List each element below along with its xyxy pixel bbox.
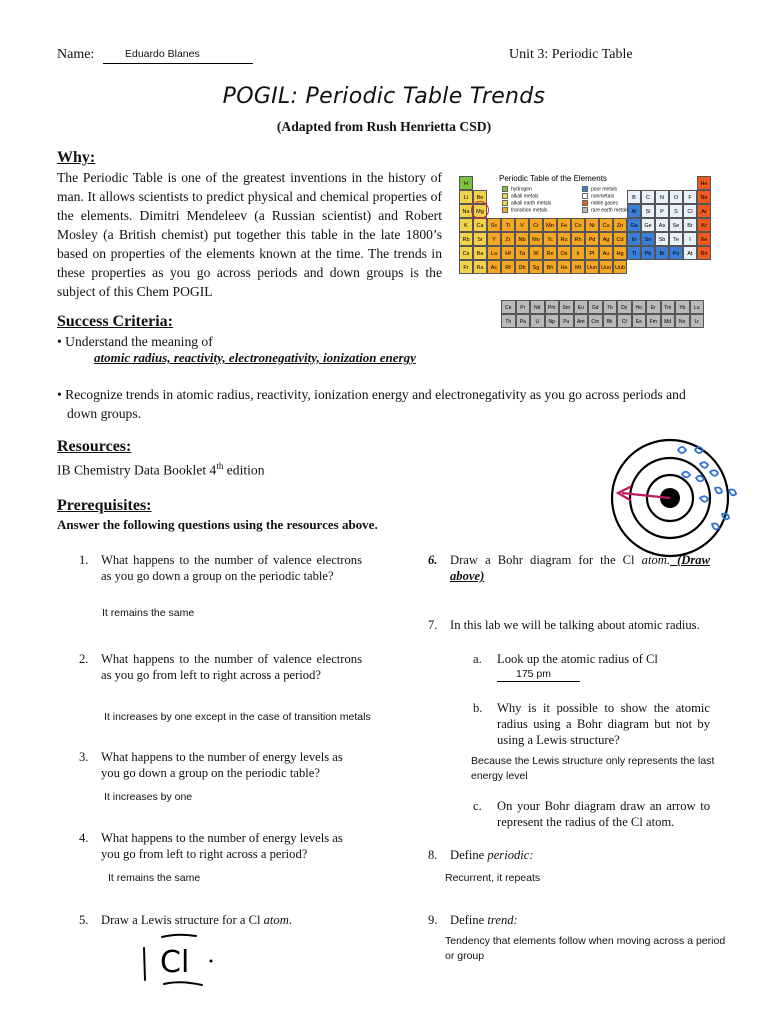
question-number: 7. [428, 618, 438, 632]
element-tc: Tc [543, 232, 557, 246]
question-number: 9. [428, 913, 438, 927]
question-5 [79, 912, 362, 928]
element-pb: Pb [641, 246, 655, 260]
legend-item [502, 207, 547, 213]
element-si: Si [641, 204, 655, 218]
element-y: Y [487, 232, 501, 246]
element-bi: Bi [655, 246, 669, 260]
element-te: Te [669, 232, 683, 246]
question-7a [473, 651, 710, 667]
element-ge: Ge [641, 218, 655, 232]
element-u: U [530, 314, 545, 328]
question-number: 1. [79, 553, 89, 567]
element-ce: Ce [501, 300, 516, 314]
question-4 [79, 830, 362, 862]
question-text: What happens to the number of valence electrons as you go from left to right across a period? [101, 652, 362, 682]
mg-highlight-circle [471, 201, 489, 219]
prereq-instruction: Answer the following questions using the resources above. [57, 517, 378, 532]
element-rf: Rf [501, 260, 515, 274]
element-ag: Ag [599, 232, 613, 246]
name-value: Eduardo Blanes [125, 48, 200, 60]
element-sc: Sc [487, 218, 501, 232]
prereq-heading: Prerequisites: [57, 497, 152, 514]
legend-label: nonmetals [591, 193, 615, 200]
legend-swatch [582, 200, 588, 206]
answer-2: It increases by one except in the case of transition metals [104, 711, 371, 723]
legend-swatch [502, 207, 508, 213]
element-nb: Nb [515, 232, 529, 246]
question-draw-above: (Draw above) [450, 553, 710, 583]
element-db: Db [515, 260, 529, 274]
answer-4: It remains the same [108, 872, 201, 884]
element-cu: Cu [599, 218, 613, 232]
element-gd: Gd [588, 300, 603, 314]
question-text-emphasis: atom. [641, 553, 670, 567]
element-hs: Hs [557, 260, 571, 274]
element-pt: Pt [585, 246, 599, 260]
element-ar: Ar [697, 204, 711, 218]
name-field[interactable] [103, 46, 253, 64]
sub-label: a. [473, 652, 482, 666]
element-cf: Cf [617, 314, 632, 328]
legend-label: noble gases [591, 200, 618, 207]
legend-label: alkali earth metals [511, 200, 552, 207]
element-re: Re [543, 246, 557, 260]
element-er: Er [646, 300, 661, 314]
question-text-emphasis: trend: [487, 913, 518, 927]
element-ga: Ga [627, 218, 641, 232]
legend-item [502, 200, 551, 206]
question-number: 3. [79, 750, 89, 764]
question-number: 6. [428, 553, 438, 567]
legend-item [502, 186, 532, 192]
answer-1: It remains the same [102, 607, 195, 619]
element-tm: Tm [661, 300, 676, 314]
sub-label: c. [473, 799, 482, 813]
success-terms: atomic radius, reactivity, electronegativity, ionization energy [94, 350, 416, 365]
element-n: N [655, 190, 669, 204]
element-tl: Tl [627, 246, 641, 260]
answer-7b: Because the Lewis structure only represents the last energy level [471, 755, 715, 782]
element-b: B [627, 190, 641, 204]
question-text-emphasis: atom [263, 913, 289, 927]
element-os: Os [557, 246, 571, 260]
question-text: Define [450, 848, 488, 862]
element-ho: Ho [632, 300, 647, 314]
why-heading: Why: [57, 149, 96, 166]
resources-text-main: IB Chemistry Data Booklet 4 [57, 462, 217, 478]
element-be: Be [473, 190, 487, 204]
resources-superscript: th [216, 461, 224, 471]
page-title: POGIL: Periodic Table Trends [222, 84, 546, 109]
element-pr: Pr [516, 300, 531, 314]
element-se: Se [669, 218, 683, 232]
element-bk: Bk [603, 314, 618, 328]
element-at: At [683, 246, 697, 260]
element-ta: Ta [515, 246, 529, 260]
element-am: Am [574, 314, 589, 328]
element-co: Co [571, 218, 585, 232]
element-mt: Mt [571, 260, 585, 274]
legend-swatch [502, 193, 508, 199]
element-rb: Rb [459, 232, 473, 246]
answer-8: Recurrent, it repeats [445, 872, 541, 884]
element-ti: Ti [501, 218, 515, 232]
page-subtitle: (Adapted from Rush Henrietta CSD) [276, 119, 492, 134]
element-ru: Ru [557, 232, 571, 246]
element-fe: Fe [557, 218, 571, 232]
question-7c [473, 798, 710, 830]
question-text: On your Bohr diagram draw an arrow to represent the radius of the Cl atom. [497, 799, 710, 829]
question-number: 8. [428, 848, 438, 862]
element-ir: Ir [571, 246, 585, 260]
success-bullet-1: • Understand the meaning of [57, 334, 213, 349]
legend-item [582, 193, 614, 199]
element-cm: Cm [588, 314, 603, 328]
legend-swatch [582, 207, 588, 213]
element-uuu: Uuu [599, 260, 613, 274]
element-sr: Sr [473, 232, 487, 246]
question-text: What happens to the number of energy levels as you go from left to right across a period? [101, 831, 343, 861]
element-yb: Yb [675, 300, 690, 314]
legend-item [502, 193, 539, 199]
question-text: What happens to the number of valence electrons as you go down a group on the periodic table? [101, 553, 362, 583]
answer-7a: 175 pm [516, 668, 552, 680]
element-v: V [515, 218, 529, 232]
element-lr: Lr [690, 314, 705, 328]
success-bullet-2: • Recognize trends in atomic radius, reactivity, ionization energy and electronegativity as you go across periods and down groups. [57, 387, 686, 421]
element-no: No [675, 314, 690, 328]
element-uun: Uun [585, 260, 599, 274]
element-ne: Ne [697, 190, 711, 204]
question-text-end: . [288, 913, 292, 927]
question-text: What happens to the number of energy levels as you go down a group on the periodic table? [101, 750, 343, 780]
element-ra: Ra [473, 260, 487, 274]
question-9 [428, 912, 710, 928]
element-eu: Eu [574, 300, 589, 314]
question-number: 4. [79, 831, 89, 845]
legend-label: hydrogen [511, 186, 532, 193]
legend-label: rare earth metals [591, 207, 629, 214]
question-7 [428, 617, 710, 633]
element-po: Po [669, 246, 683, 260]
lewis-structure-drawing [140, 930, 230, 990]
answer-9: Tendency that elements follow when moving across a period or group [445, 935, 726, 962]
element-li: Li [459, 190, 473, 204]
question-number: 5. [79, 913, 89, 927]
question-text: Why is it possible to show the atomic radius using a Bohr diagram but not by using a Lewis structure? [497, 701, 710, 747]
question-number: 2. [79, 652, 89, 666]
resources-text [57, 457, 265, 480]
element-i: I [683, 232, 697, 246]
bohr-diagram-drawing [600, 432, 745, 582]
element-he: He [697, 176, 711, 190]
element-rh: Rh [571, 232, 585, 246]
answer-7a-field[interactable] [497, 667, 580, 682]
element-as: As [655, 218, 669, 232]
element-cd: Cd [613, 232, 627, 246]
element-tb: Tb [603, 300, 618, 314]
answer-3: It increases by one [104, 791, 193, 803]
element-np: Np [545, 314, 560, 328]
legend-swatch [502, 186, 508, 192]
element-pa: Pa [516, 314, 531, 328]
element-o: O [669, 190, 683, 204]
element-uub: Uub [613, 260, 627, 274]
element-na: Na [459, 204, 473, 218]
element-nd: Nd [530, 300, 545, 314]
legend-swatch [502, 200, 508, 206]
question-text: In this lab we will be talking about atomic radius. [450, 618, 700, 632]
element-cr: Cr [529, 218, 543, 232]
question-7b [473, 700, 710, 748]
element-ba: Ba [473, 246, 487, 260]
element-c: C [641, 190, 655, 204]
success-heading: Success Criteria: [57, 313, 173, 330]
element-xe: Xe [697, 232, 711, 246]
question-text-emphasis: periodic: [487, 848, 534, 862]
element-zn: Zn [613, 218, 627, 232]
element-fm: Fm [646, 314, 661, 328]
element-mo: Mo [529, 232, 543, 246]
element-mg: Mg [473, 204, 487, 218]
element-al: Al [627, 204, 641, 218]
element-in: In [627, 232, 641, 246]
periodic-table-title: Periodic Table of the Elements [499, 174, 607, 183]
why-paragraph: The Periodic Table is one of the greatest inventions in the history of man. It allows scientists to predict physical and chemical properties of the elements. Dimitri Mendeleev (a Russian scientist) and Robert Mosley (a British chemist) put together this table in the late 1800’s based on properties of the elements known at the time. The trends in these properties as you go across periods and down groups is the subject of this Chem POGIL [57, 170, 442, 299]
question-2 [79, 651, 362, 683]
element-au: Au [599, 246, 613, 260]
element-hg: Hg [613, 246, 627, 260]
question-1 [79, 552, 362, 584]
element-ni: Ni [585, 218, 599, 232]
element-s: S [669, 204, 683, 218]
element-lu: Lu [690, 300, 705, 314]
element-sg: Sg [529, 260, 543, 274]
legend-item [582, 207, 629, 213]
element-es: Es [632, 314, 647, 328]
lewis-symbol: Cl [160, 945, 190, 980]
question-3 [79, 749, 362, 781]
resources-text-end: edition [223, 462, 265, 478]
name-label: Name: [57, 47, 95, 62]
question-text: Draw a Bohr diagram for the Cl [450, 553, 642, 567]
periodic-table-image [457, 172, 720, 340]
element-zr: Zr [501, 232, 515, 246]
element-sm: Sm [559, 300, 574, 314]
resources-heading: Resources: [57, 438, 132, 455]
element-bh: Bh [543, 260, 557, 274]
legend-item [582, 186, 617, 192]
element-cs: Cs [459, 246, 473, 260]
element-p: P [655, 204, 669, 218]
element-pd: Pd [585, 232, 599, 246]
element-md: Md [661, 314, 676, 328]
element-ca: Ca [473, 218, 487, 232]
legend-label: alkali metals [511, 193, 539, 200]
element-br: Br [683, 218, 697, 232]
legend-swatch [582, 193, 588, 199]
element-sb: Sb [655, 232, 669, 246]
legend-label: transition metals [511, 207, 548, 214]
element-pm: Pm [545, 300, 560, 314]
element-pu: Pu [559, 314, 574, 328]
element-sn: Sn [641, 232, 655, 246]
element-rn: Rn [697, 246, 711, 260]
legend-item [582, 200, 618, 206]
element-hf: Hf [501, 246, 515, 260]
question-text: Draw a Lewis structure for a Cl [101, 913, 264, 927]
unit-label: Unit 3: Periodic Table [509, 47, 633, 62]
element-f: F [683, 190, 697, 204]
element-k: K [459, 218, 473, 232]
element-la: La [487, 246, 501, 260]
sub-label: b. [473, 701, 483, 715]
element-th: Th [501, 314, 516, 328]
element-ac: Ac [487, 260, 501, 274]
legend-swatch [582, 186, 588, 192]
element-dy: Dy [617, 300, 632, 314]
element-cl: Cl [683, 204, 697, 218]
question-text: Define [450, 913, 488, 927]
question-8 [428, 847, 710, 863]
element-kr: Kr [697, 218, 711, 232]
question-text: Look up the atomic radius of Cl [497, 652, 658, 666]
element-fr: Fr [459, 260, 473, 274]
element-h: H [459, 176, 473, 190]
legend-label: poor metals [591, 186, 618, 193]
element-w: W [529, 246, 543, 260]
element-mn: Mn [543, 218, 557, 232]
